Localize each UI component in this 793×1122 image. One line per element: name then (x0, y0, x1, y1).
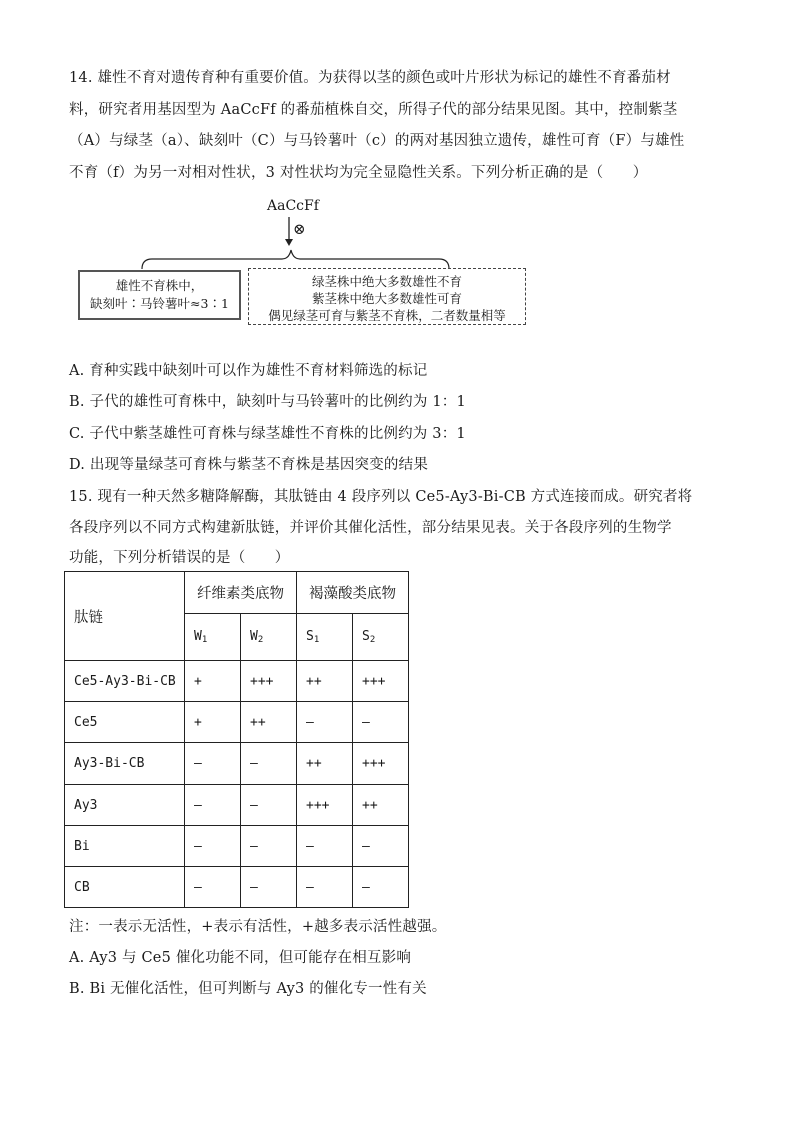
table-row-header: 肽链 (65, 572, 185, 661)
table-cell: — (241, 743, 297, 785)
table-row (65, 661, 409, 702)
table-cell: — (241, 826, 297, 867)
table-cell: +++ (241, 661, 297, 702)
table-group-header: 纤维素类底物 (185, 572, 297, 614)
table-cell: — (297, 867, 353, 908)
table-sub-header (185, 614, 241, 661)
sub-header-base: W (250, 629, 258, 644)
table-row (65, 785, 409, 826)
table-sub-header (241, 614, 297, 661)
male-sterile-box (78, 270, 241, 320)
q14-option-b: B. 子代的雄性可育株中，缺刻叶与马铃薯叶的比例约为 1：1 (69, 394, 466, 410)
q14-stem-line: 料，研究者用基因型为 AaCcFf 的番茄植株自交，所得子代的部分结果见图。其中，控制紫茎 (69, 102, 678, 118)
stem-color-box-line: 紫茎株中绝大多数雄性可育 (311, 291, 462, 306)
sub-header-index: 1 (313, 635, 320, 645)
activity-table (64, 571, 409, 908)
selfing-symbol: ⊗ (293, 220, 306, 238)
table-sub-header (353, 614, 409, 661)
q14-option-a: A. 育种实践中缺刻叶可以作为雄性不育材料筛选的标记 (69, 363, 428, 379)
table-cell: +++ (297, 785, 353, 826)
table-cell: + (185, 702, 241, 743)
cross-diagram (78, 195, 528, 333)
table-cell-name: Ay3 (65, 785, 185, 826)
table-cell-name: CB (65, 867, 185, 908)
q15-stem-line: 15. 现有一种天然多糖降解酶，其肽链由 4 段序列以 Ce5-Ay3-Bi-CB 方式连接而成。研究者将 (69, 489, 693, 505)
table-row (65, 867, 409, 908)
table-cell-name: Ce5-Ay3-Bi-CB (65, 661, 185, 702)
table-cell: — (185, 826, 241, 867)
table-cell: — (297, 702, 353, 743)
table-sub-header (297, 614, 353, 661)
table-cell: — (185, 785, 241, 826)
male-sterile-box-line: 雄性不育株中， (115, 278, 204, 293)
q15-option-b: B. Bi 无催化活性，但可判断与 Ay3 的催化专一性有关 (69, 981, 427, 997)
sub-header-index: 1 (201, 635, 208, 645)
offspring-brace (142, 250, 449, 269)
table-cell: — (185, 867, 241, 908)
table-cell: — (241, 867, 297, 908)
q14-stem-line: 14. 雄性不育对遗传育种有重要价值。为获得以茎的颜色或叶片形状为标记的雄性不育番茄材 (69, 70, 671, 86)
parent-genotype: AaCcFf (267, 198, 319, 214)
table-cell: ++ (353, 785, 409, 826)
table-cell: +++ (353, 661, 409, 702)
table-cell-name: Ce5 (65, 702, 185, 743)
table-cell: — (297, 826, 353, 867)
table-cell: ++ (297, 743, 353, 785)
q14-stem-line: （A）与绿茎（a）、缺刻叶（C）与马铃薯叶（c）的两对基因独立遗传，雄性可育（F）与雄性 (69, 133, 685, 149)
table-cell: — (353, 702, 409, 743)
table-cell-name: Bi (65, 826, 185, 867)
table-row (65, 702, 409, 743)
stem-color-box-line: 偶见绿茎可育与紫茎不育株，二者数量相等 (268, 308, 506, 323)
table-cell: + (185, 661, 241, 702)
sub-header-base: S (306, 629, 314, 644)
table-cell: — (185, 743, 241, 785)
sub-header-index: 2 (369, 635, 376, 645)
q14-stem-line: 不育（f）为另一对相对性状，3 对性状均为完全显隐性关系。下列分析正确的是（ ） (69, 165, 648, 181)
table-row (65, 743, 409, 785)
table-row (65, 826, 409, 867)
table-cell: ++ (241, 702, 297, 743)
table-cell: ++ (297, 661, 353, 702)
table-note: 注：一表示无活性，+表示有活性，+越多表示活性越强。 (69, 919, 447, 935)
male-sterile-box-line: 缺刻叶∶马铃薯叶≈3∶1 (90, 296, 229, 311)
q14-option-c: C. 子代中紫茎雄性可育株与绿茎雄性不育株的比例约为 3：1 (69, 426, 466, 442)
sub-header-index: 2 (257, 635, 264, 645)
q15-stem-line: 各段序列以不同方式构建新肽链，并评价其催化活性，部分结果见表。关于各段序列的生物学 (69, 520, 672, 536)
q14-option-d: D. 出现等量绿茎可育株与紫茎不育株是基因突变的结果 (69, 457, 429, 473)
table-cell-name: Ay3-Bi-CB (65, 743, 185, 785)
sub-header-base: W (194, 629, 202, 644)
table-cell: — (241, 785, 297, 826)
table-group-header: 褐藻酸类底物 (297, 572, 409, 614)
sub-header-base: S (362, 629, 370, 644)
table-cell: — (353, 867, 409, 908)
q15-stem-line: 功能，下列分析错误的是（ ） (69, 550, 290, 566)
q15-option-a: A. Ay3 与 Ce5 催化功能不同，但可能存在相互影响 (69, 950, 412, 966)
arrow-head (285, 239, 293, 246)
stem-color-box-line: 绿茎株中绝大多数雄性不育 (311, 274, 462, 289)
table-cell: +++ (353, 743, 409, 785)
stem-color-box (248, 268, 526, 325)
table-cell: — (353, 826, 409, 867)
